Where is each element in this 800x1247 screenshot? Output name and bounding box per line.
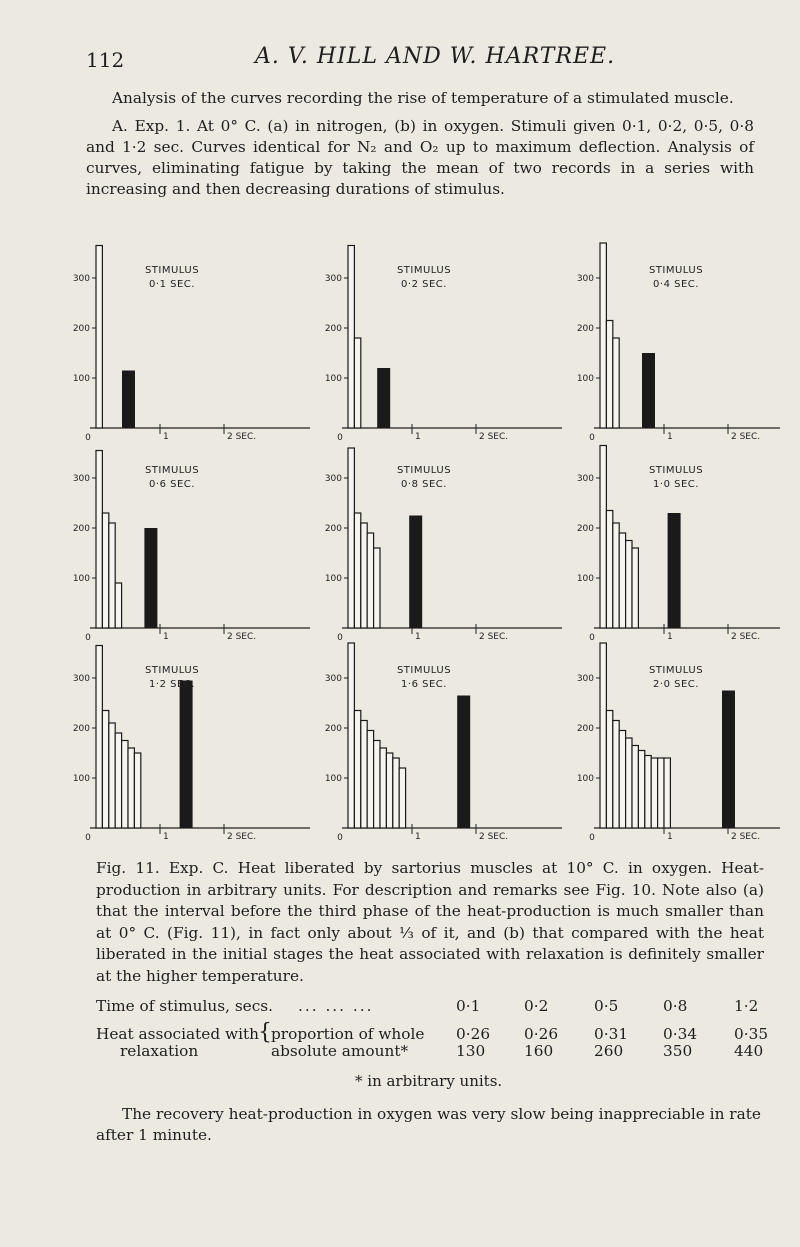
relaxation-bar [377, 368, 390, 428]
relaxation-bar [144, 528, 157, 628]
figure-11 [60, 228, 780, 848]
proportion-cell: 0·31 [594, 1025, 629, 1043]
y-tick-label: 300 [72, 474, 90, 484]
y-tick-label: 200 [324, 324, 342, 334]
heat-bar [632, 746, 638, 829]
relaxation-bar [668, 513, 681, 628]
heat-bar [626, 541, 632, 629]
heat-bar [600, 243, 606, 428]
heat-bar [361, 523, 367, 628]
heat-bar [115, 583, 121, 628]
heat-bar [96, 246, 102, 429]
y-tick-label: 200 [324, 524, 342, 534]
x-tick-label: 0 [589, 633, 595, 643]
x-tick-label: 1 [163, 632, 169, 642]
heat-bar [600, 643, 606, 828]
x-tick-label: 0 [589, 433, 595, 443]
x-tick-label: 2 SEC. [479, 832, 509, 842]
panel-subtitle: 0·1 SEC. [149, 279, 195, 290]
y-tick-label: 200 [72, 724, 90, 734]
heat-bar [361, 721, 367, 829]
panel-7 [73, 646, 310, 844]
heat-bar [619, 731, 625, 829]
x-tick-label: 1 [415, 832, 421, 842]
relaxation-bar [722, 691, 735, 829]
panel-subtitle: 0·6 SEC. [149, 479, 195, 490]
heat-bar [374, 741, 380, 829]
panel-subtitle: 0·2 SEC. [401, 279, 447, 290]
panel-subtitle: 2·0 SEC. [653, 679, 699, 690]
panel-title: STIMULUS [648, 265, 704, 276]
panel-subtitle: 1·6 SEC. [401, 679, 447, 690]
absolute-cell: 160 [524, 1042, 554, 1060]
heat-bar [651, 758, 657, 828]
heat-bar [380, 748, 386, 828]
panel-5 [325, 448, 562, 643]
x-tick-label: 2 SEC. [731, 832, 761, 842]
heat-bar [109, 523, 115, 628]
heat-bar [606, 511, 612, 629]
x-tick-label: 2 SEC. [479, 632, 509, 642]
heat-bar [96, 646, 102, 829]
heat-bar [96, 451, 102, 629]
panel-subtitle: 1·2 SEC. [149, 679, 195, 690]
x-tick-label: 0 [337, 433, 343, 443]
heat-bar [354, 338, 360, 428]
heat-bar [367, 533, 373, 628]
x-tick-label: 1 [163, 832, 169, 842]
y-tick-label: 100 [72, 374, 90, 384]
heat-bar [613, 721, 619, 829]
absolute-cell: 260 [594, 1042, 624, 1060]
intro-text: Analysis of the curves recording the rise of temperature of a stimulated muscle. [112, 89, 734, 107]
y-tick-label: 300 [576, 674, 594, 684]
x-tick-label: 1 [667, 432, 673, 442]
heat-bar [122, 741, 128, 829]
heat-bar [115, 733, 121, 828]
heat-bar [354, 711, 360, 829]
heat-bar [632, 548, 638, 628]
y-tick-label: 100 [576, 574, 594, 584]
panel-title: STIMULUS [396, 465, 452, 476]
panel-6 [577, 446, 780, 644]
x-tick-label: 2 SEC. [227, 832, 257, 842]
panel-title: STIMULUS [396, 665, 452, 676]
panel-title: STIMULUS [648, 665, 704, 676]
y-tick-label: 200 [72, 324, 90, 334]
time-label: Time of stimulus, secs. [96, 997, 273, 1015]
panel-2 [325, 246, 562, 444]
panel-title: STIMULUS [144, 665, 200, 676]
heat-bar [664, 758, 670, 828]
x-tick-label: 2 SEC. [479, 432, 509, 442]
heat-bar [128, 748, 134, 828]
x-tick-label: 1 [667, 832, 673, 842]
heat-bar [606, 321, 612, 429]
y-tick-label: 100 [72, 774, 90, 784]
panel-title: STIMULUS [396, 265, 452, 276]
relaxation-bar [642, 353, 655, 428]
x-tick-label: 1 [415, 632, 421, 642]
relaxation-bar [122, 371, 135, 429]
x-tick-label: 2 SEC. [227, 432, 257, 442]
time-cell: 0·2 [524, 997, 549, 1015]
y-tick-label: 300 [576, 474, 594, 484]
x-tick-label: 0 [85, 833, 91, 843]
y-tick-label: 200 [324, 724, 342, 734]
y-tick-label: 200 [576, 324, 594, 334]
y-tick-label: 200 [576, 724, 594, 734]
y-tick-label: 100 [324, 774, 342, 784]
heat-bar [348, 448, 354, 628]
footnote: * in arbitrary units. [355, 1072, 503, 1090]
y-tick-label: 300 [324, 274, 342, 284]
y-tick-label: 100 [576, 774, 594, 784]
proportion-cell: 0·35 [734, 1025, 769, 1043]
panel-title: STIMULUS [144, 265, 200, 276]
heat-bar [619, 533, 625, 628]
x-tick-label: 1 [163, 432, 169, 442]
panel-8 [325, 643, 562, 843]
y-tick-label: 100 [324, 374, 342, 384]
x-tick-label: 0 [337, 833, 343, 843]
x-tick-label: 0 [589, 833, 595, 843]
heat-bar [399, 768, 405, 828]
proportion-label: proportion of whole [271, 1025, 425, 1043]
y-tick-label: 300 [324, 674, 342, 684]
absolute-cell: 130 [456, 1042, 486, 1060]
x-tick-label: 0 [337, 633, 343, 643]
panel-title: STIMULUS [648, 465, 704, 476]
proportion-cell: 0·26 [524, 1025, 559, 1043]
x-tick-label: 2 SEC. [731, 632, 761, 642]
recovery-paragraph: The recovery heat-production in oxygen was very slow being inappreciable in rate after 1 minute. [96, 1105, 761, 1144]
time-dots: ... ... ... [298, 997, 374, 1015]
heat-bar [386, 753, 392, 828]
caption-lead: Fig. 11. Exp. C. [96, 859, 229, 877]
y-tick-label: 200 [72, 524, 90, 534]
heat-bar [348, 643, 354, 828]
y-tick-label: 200 [576, 524, 594, 534]
y-tick-label: 300 [72, 674, 90, 684]
heat-bar [600, 446, 606, 629]
heat-bar [606, 711, 612, 829]
y-tick-label: 100 [324, 574, 342, 584]
y-tick-label: 300 [324, 474, 342, 484]
time-cell: 0·1 [456, 997, 481, 1015]
panel-title: STIMULUS [144, 465, 200, 476]
heat-bar [102, 513, 108, 628]
heat-bar [393, 758, 399, 828]
page-number: 112 [86, 48, 125, 72]
x-tick-label: 0 [85, 433, 91, 443]
panel-4 [73, 451, 310, 644]
running-head: A. V. HILL AND W. HARTREE. [255, 44, 616, 69]
y-tick-label: 300 [576, 274, 594, 284]
relaxation-bar [457, 696, 470, 829]
heat-bar [102, 711, 108, 829]
figure-caption [96, 858, 764, 987]
heat-bar [134, 753, 140, 828]
panel-subtitle: 1·0 SEC. [653, 479, 699, 490]
heat-label: Heat associated with [96, 1025, 259, 1043]
y-tick-label: 100 [576, 374, 594, 384]
panel-1 [73, 246, 310, 444]
time-cell: 0·8 [663, 997, 688, 1015]
x-tick-label: 0 [85, 633, 91, 643]
x-tick-label: 2 SEC. [227, 632, 257, 642]
heat-bar [354, 513, 360, 628]
panel-subtitle: 0·8 SEC. [401, 479, 447, 490]
absolute-cell: 350 [663, 1042, 693, 1060]
heat-bar [626, 738, 632, 828]
y-tick-label: 300 [72, 274, 90, 284]
x-tick-label: 1 [667, 632, 673, 642]
heat-bar [367, 731, 373, 829]
heat-bar [109, 723, 115, 828]
heat-bar [613, 338, 619, 428]
heat-bar [638, 751, 644, 829]
absolute-label: absolute amount* [271, 1042, 409, 1060]
time-cell: 0·5 [594, 997, 619, 1015]
heat-bar [645, 756, 651, 829]
x-tick-label: 1 [415, 432, 421, 442]
proportion-cell: 0·26 [456, 1025, 491, 1043]
brace-top: { [258, 1020, 272, 1045]
proportion-cell: 0·34 [663, 1025, 698, 1043]
relaxation-bar [180, 681, 193, 829]
relaxation-bar [409, 516, 422, 629]
caption-body: Heat liberated by sartorius muscles at 10° C. in oxygen. Heat-production in arbitrary units. For description and remarks see Fig. 10. Note also (a) that the interval before the third phase of the heat-production is much smaller than at 0° C. (Fig. 11), in fact only about ⅓ of it, and (b) that compared with the heat liberated in the initial stages the heat associated with relaxation is definitely smaller at the higher temperature. [96, 859, 764, 985]
x-tick-label: 2 SEC. [731, 432, 761, 442]
time-cell: 1·2 [734, 997, 759, 1015]
panel-subtitle: 0·4 SEC. [653, 279, 699, 290]
experiment-description: A. Exp. 1. At 0° C. (a) in nitrogen, (b) in oxygen. Stimuli given 0·1, 0·2, 0·5, 0·8 and 1·2 sec. Curves identical for N₂ and O₂ up to maximum deflection. Analysis of curves, eliminating fatigue by taking the mean of two records in a series with increasing and then decreasing durations of stimulus. [86, 117, 754, 198]
y-tick-label: 100 [72, 574, 90, 584]
heat-bar [348, 246, 354, 429]
heat-bar [613, 523, 619, 628]
relaxation-label: relaxation [120, 1042, 199, 1060]
panel-9 [577, 643, 780, 843]
absolute-cell: 440 [734, 1042, 764, 1060]
heat-bar [658, 758, 664, 828]
heat-bar [374, 548, 380, 628]
panel-3 [577, 243, 780, 443]
